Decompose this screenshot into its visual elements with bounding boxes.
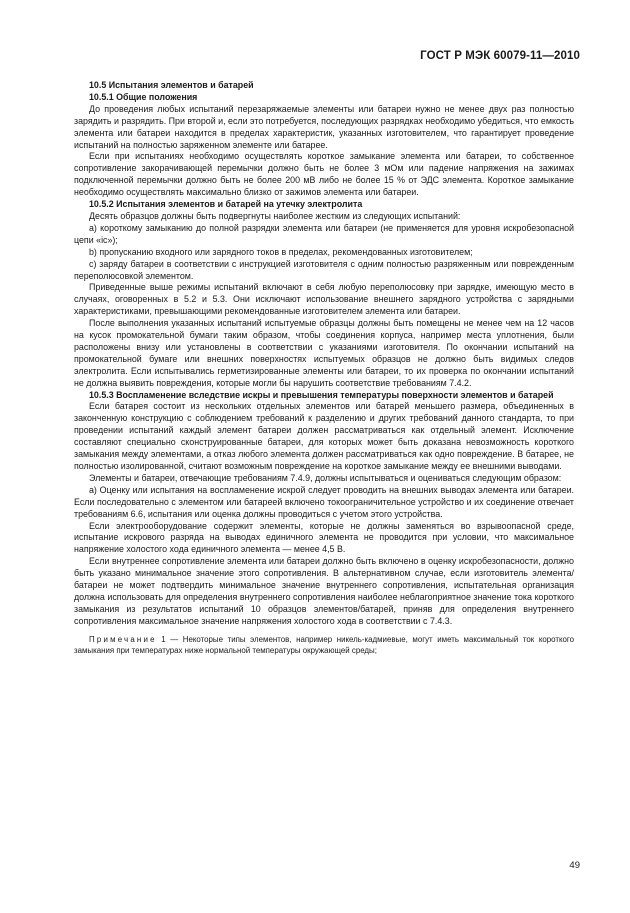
paragraph: Элементы и батареи, отвечающие требованиям 7.4.9, должны испытываться и оцениваться следующим образом: [89, 472, 562, 483]
list-item: a) короткому замыканию до полной разрядки элемента или батареи (не применяется для уровня искробезопасной цепи «ic»); [74, 222, 574, 245]
paragraph: Если электрооборудование содержит элементы, которые не должны заменяться во взрывоопасной среде, испытание искрового разряда на выводах единичного элемента не проводится при условии, что максимальное напряжение холостого хода единичного элемента — менее 4,5 В. [74, 520, 574, 555]
section-10-5-1-heading: 10.5.1 Общие положения [89, 91, 198, 102]
section-10-5-3-heading: 10.5.3 Воспламенение вследствие искры и превышения температуры поверхности элементов и батарей [89, 389, 554, 400]
list-item: a) Оценку или испытания на воспламенение искрой следует проводить на внешних выводах элемента или батареи. Если последовательно с элементом или батареей включено токоограничительное устройство и их соединение отвечает требованиям 6.6, испытания или оценка должны проводиться с учетом этого устройства. [74, 484, 574, 519]
section-10-5-heading: 10.5 Испытания элементов и батарей [89, 80, 254, 90]
note [74, 634, 574, 656]
list-item: b) пропусканию входного или зарядного токов в пределах, рекомендованных изготовителем; [89, 246, 473, 257]
note-text: 1 — Некоторые типы элементов, например никель-кадмиевые, могут иметь максимальный ток короткого замыкания при температурах ниже нормальной температуры окружающей среды; [74, 634, 574, 655]
page-number: 49 [569, 860, 580, 871]
section-10-5-2-heading: 10.5.2 Испытания элементов и батарей на утечку электролита [89, 199, 363, 210]
paragraph: Десять образцов должны быть подвергнуты наиболее жестким из следующих испытаний: [89, 210, 461, 221]
paragraph: Если при испытаниях необходимо осуществлять короткое замыкание элемента или батареи, то собственное сопротивление закорачивающей перемычки должно быть не более 3 мОм или падение напряжения на зажимах подключенной перемычки должно быть не более 200 мВ либо не более 15 % от ЭДС элемента. Короткое замыкание необходимо осуществлять максимально близко от зажимов элемента или батареи. [74, 151, 574, 198]
paragraph: Приведенные выше режимы испытаний включают в себя любую переполюсовку при зарядке, имеющую место в случаях, оговоренных в 5.2 и 5.3. Они исключают использование внешнего зарядного устройства с зарядными характеристиками, превышающими рекомендованные изготовителем элемента или батареи. [74, 282, 574, 317]
paragraph: Если батарея состоит из нескольких отдельных элементов или батарей меньшего размера, объединенных в законченную конструкцию с соблюдением требований к разделению и других требований данного стандарта, то при проведении испытаний каждый элемент батареи должен рассматриваться как отдельный элемент. Исключение составляют специально сконструированные батареи, для которых может быть доказана невозможность короткого замыкания между элементами, а отказ любого элемента должен рассматриваться как одно повреждение. В батарее, не полностью изолированной, считают возможным повреждение на короткое замыкание между ее внешними выводами. [74, 401, 574, 471]
page-content [74, 80, 574, 656]
note-label: Примечание [89, 634, 157, 644]
standard-header: ГОСТ Р МЭК 60079-11—2010 [420, 50, 580, 62]
paragraph: После выполнения указанных испытаний испытуемые образцы должны быть помещены не менее чем на 12 часов на кусок промокательной бумаги таким образом, чтобы соединения корпуса, например места уплотнения, были расположены внизу или установлены в соответствии с указаниями изготовителя. По окончании испытаний на промокательной бумаге или внешних поверхностях испытуемых образцов не должно быть видимых следов электролита. Если испытывались герметизированные элементы или батареи, то их проверка по окончании испытаний не должна выявить повреждения, которые могли бы нарушить соответствие требованиям 7.4.2. [74, 318, 574, 388]
paragraph: До проведения любых испытаний перезаряжаемые элементы или батареи нужно не менее двух раз полностью зарядить и разрядить. При второй и, если это потребуется, последующих разрядках необходимо убедиться, что емкость элемента или батареи находится в пределах характеристик, указанных изготовителем, что гарантирует проведение испытаний на полностью заряженном элементе или батарее. [74, 103, 574, 150]
paragraph: Если внутреннее сопротивление элемента или батареи должно быть включено в оценку искробезопасности, должно быть указано минимальное значение этого сопротивления. В альтернативном случае, если изготовитель элемента/батареи не может подтвердить минимальное значение внутреннего сопротивления, испытательная организация должна использовать для определения внутреннего сопротивления наиболее неблагоприятное значение тока короткого замыкания из результатов испытаний 10 образцов элементов/батарей, приняв для определения внутреннего сопротивления максимальное значение напряжения холостого хода в соответствии с 7.4.3. [74, 556, 574, 626]
list-item: c) заряду батареи в соответствии с инструкцией изготовителя с одним полностью разряженным или поврежденным переполюсовкой элементом. [74, 258, 574, 281]
